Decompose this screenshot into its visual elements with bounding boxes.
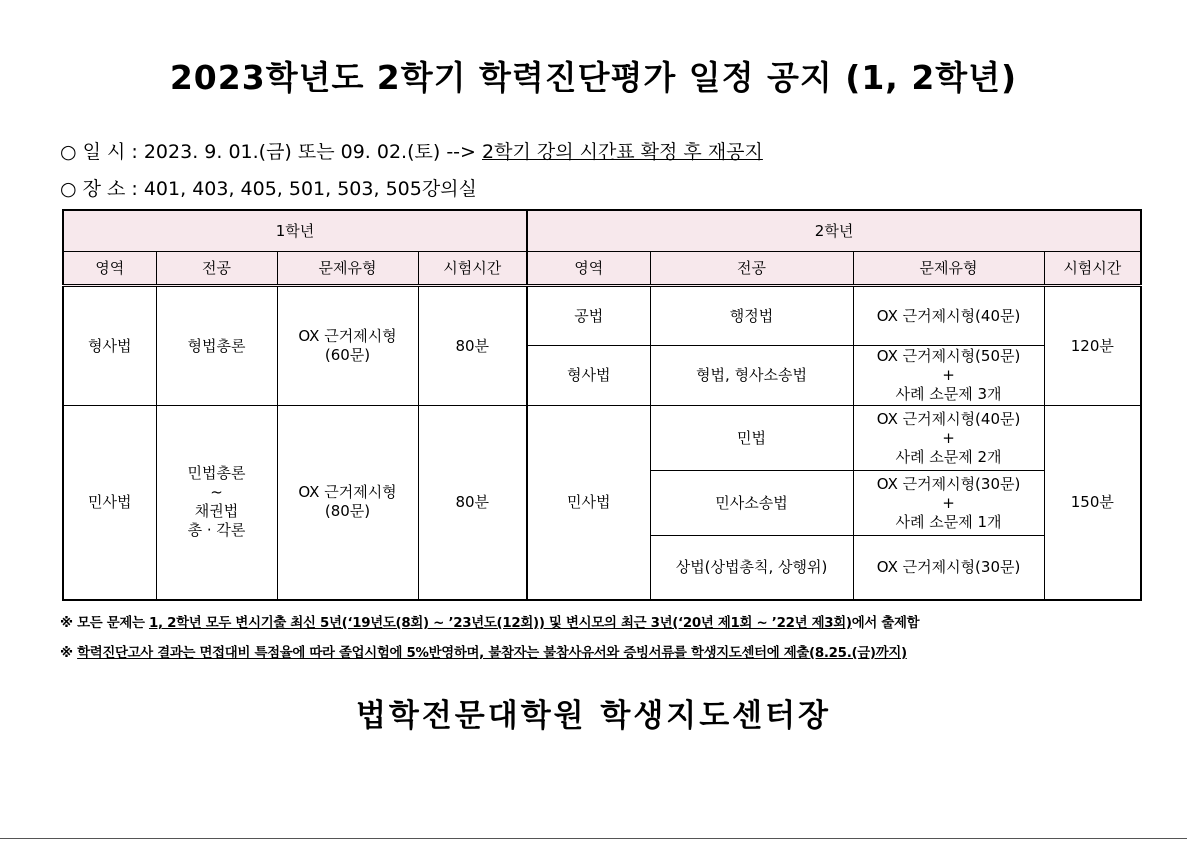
g2-criminal-type — [853, 346, 1044, 406]
type-line: 사례 소문제 2개 — [895, 447, 1002, 466]
type-line: OX 근거제시형 — [298, 483, 397, 502]
major-line: 총 · 각론 — [187, 521, 246, 540]
note-text: ※ — [60, 646, 78, 661]
g1-type-header: 문제유형 — [277, 252, 418, 286]
g1-criminal-major: 형법총론 — [156, 286, 277, 406]
type-line: OX 근거제시형 — [298, 327, 397, 345]
column-header-row — [63, 252, 1141, 286]
issuer-signature: 법학전문대학원 학생지도센터장 — [355, 698, 832, 734]
exam-place-line: ○ 장 소 : 401, 403, 405, 501, 503, 505강의실 — [60, 178, 477, 200]
note-text: ※ 모든 문제는 — [60, 616, 149, 631]
g2-civilproc-major: 민사소송법 — [650, 471, 853, 536]
type-line: 사례 소문제 3개 — [895, 385, 1002, 403]
g2-civil-type — [853, 406, 1044, 471]
table-row — [63, 406, 1141, 471]
g1-civil-time: 80분 — [418, 406, 527, 600]
type-line: OX 근거제시형(40문) — [876, 409, 1021, 428]
note-text: 학력진단고사 결과는 면접대비 특점율에 따라 졸업시험에 5%반영하며, 불참자는 불참사유서와 증빙서류를 학생지도센터에 제출(8.25.(금)까지) — [77, 646, 907, 661]
major-line: 채권법 — [194, 502, 239, 521]
major-line: 민법총론 — [187, 464, 246, 483]
g1-civil-area: 민사법 — [63, 406, 156, 600]
g1-criminal-type — [277, 286, 418, 406]
g2-criminal-major: 형법, 형사소송법 — [650, 346, 853, 406]
note-question-source — [60, 612, 919, 631]
type-line: 사례 소문제 1개 — [895, 512, 1002, 531]
page-bottom-divider — [0, 838, 1187, 839]
g2-time-header: 시험시간 — [1044, 252, 1141, 286]
type-line: OX 근거제시형(50문) — [876, 347, 1021, 365]
g2-public-area: 공법 — [527, 286, 650, 346]
g2-civil-major: 민법 — [650, 406, 853, 471]
page-title: 2023학년도 2학기 학력진단평가 일정 공지 (1, 2학년) — [169, 58, 1018, 97]
grade2-header: 2학년 — [527, 210, 1141, 252]
table-row — [63, 286, 1141, 346]
g1-major-header: 전공 — [156, 252, 277, 286]
g2-major-header: 전공 — [650, 252, 853, 286]
g1-civil-type — [277, 406, 418, 600]
g2-commercial-type: OX 근거제시형(30문) — [853, 536, 1044, 600]
note-text: 에서 출제함 — [851, 616, 920, 631]
g2-commercial-major: 상법(상법총칙, 상행위) — [650, 536, 853, 600]
type-line: (80문) — [324, 502, 371, 521]
g1-civil-major — [156, 406, 277, 600]
exam-date-text: ○ 일 시 : 2023. 9. 01.(금) 또는 09. 02.(토) --> — [60, 141, 482, 163]
g2-civil-area: 민사법 — [527, 406, 650, 600]
exam-date-line — [60, 137, 763, 164]
g2-public-type: OX 근거제시형(40문) — [853, 286, 1044, 346]
g1-time-header: 시험시간 — [418, 252, 527, 286]
type-line: + — [942, 366, 955, 384]
g2-criminal-area: 형사법 — [527, 346, 650, 406]
g2-type-header: 문제유형 — [853, 252, 1044, 286]
g1-criminal-area: 형사법 — [63, 286, 156, 406]
major-line: ~ — [210, 483, 223, 502]
schedule-table — [62, 209, 1142, 601]
g2-civilproc-type — [853, 471, 1044, 536]
g1-area-header: 영역 — [63, 252, 156, 286]
exam-date-note: 2학기 강의 시간표 확정 후 재공지 — [482, 141, 763, 163]
g2-public-major: 행정법 — [650, 286, 853, 346]
g2-time-120: 120분 — [1044, 286, 1141, 406]
note-result-policy — [60, 642, 907, 661]
type-line: (60문) — [324, 346, 371, 364]
g2-time-150: 150분 — [1044, 406, 1141, 600]
grade1-header: 1학년 — [63, 210, 527, 252]
type-line: OX 근거제시형(30문) — [876, 474, 1021, 493]
grade-header-row — [63, 210, 1141, 252]
type-line: + — [942, 493, 955, 512]
g2-area-header: 영역 — [527, 252, 650, 286]
note-text: 1, 2학년 모두 변시기출 최신 5년(‘19년도(8회) ~ ’23년도(12회)) 및 변시모의 최근 3년(‘20년 제1회 ~ ’22년 제3회) — [148, 616, 852, 631]
g1-criminal-time: 80분 — [418, 286, 527, 406]
type-line: + — [942, 428, 955, 447]
